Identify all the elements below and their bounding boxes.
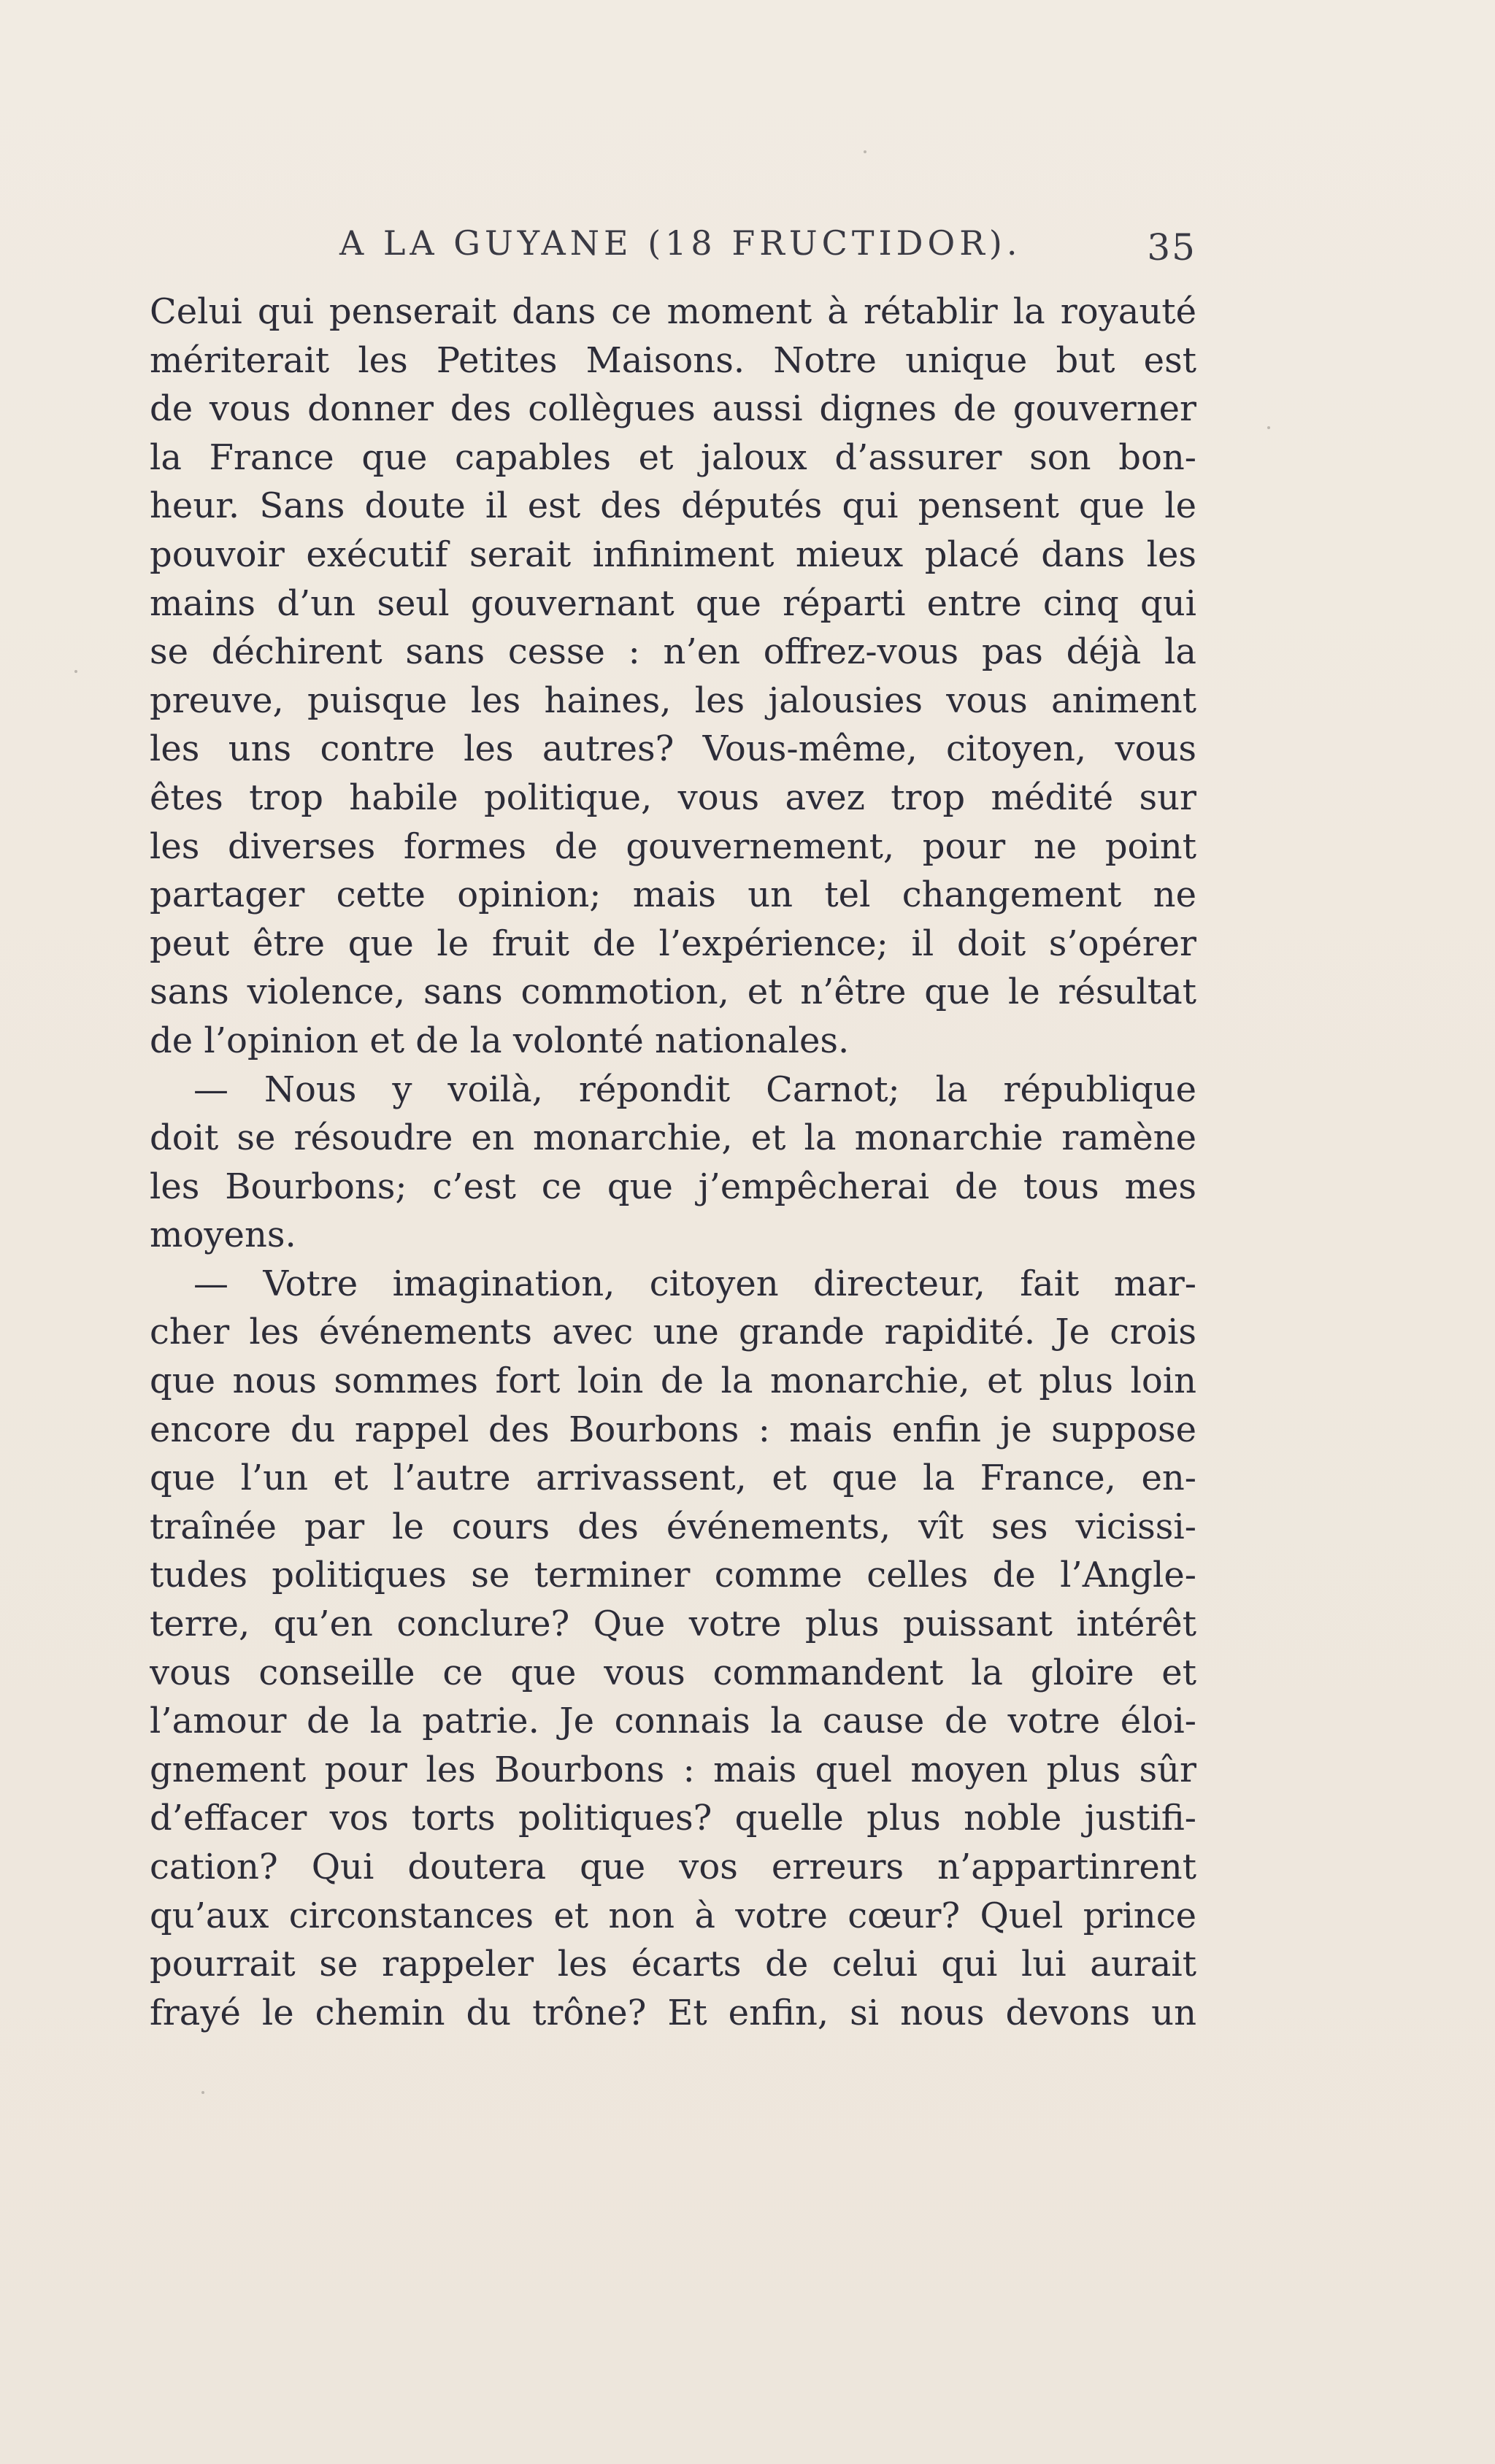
text-line: pourrait se rappeler les écarts de celui qui lui aurait	[150, 1944, 1196, 1985]
paper-speck	[74, 670, 77, 673]
text-line: qu’aux circonstances et non à votre cœur? Quel prince	[150, 1895, 1196, 1936]
text-line: partager cette opinion; mais un tel changement ne	[150, 874, 1196, 916]
text-line: les diverses formes de gouvernement, pour ne point	[150, 825, 1196, 867]
text-line: de l’opinion et de la volonté nationales.	[150, 1020, 850, 1061]
text-line: tudes politiques se terminer comme celles de l’Angle-	[150, 1555, 1196, 1596]
paper-speck	[201, 2091, 204, 2094]
text-line: frayé le chemin du trône? Et enfin, si nous devons un	[150, 1992, 1196, 2033]
text-line: les uns contre les autres? Vous-même, citoyen, vous	[150, 728, 1196, 770]
text-line: peut être que le fruit de l’expérience; il doit s’opérer	[150, 923, 1196, 964]
text-line: les Bourbons; c’est ce que j’empêcherai de tous mes	[150, 1166, 1196, 1207]
text-line: cation? Qui doutera que vos erreurs n’appartinrent	[150, 1847, 1196, 1887]
paper-speck	[1267, 426, 1270, 429]
running-title: A LA GUYANE (18 FRUCTIDOR).	[339, 223, 1022, 263]
text-line: que nous sommes fort loin de la monarchie, et plus loin	[150, 1360, 1196, 1402]
text-line: traînée par le cours des événements, vît ses vicissi-	[150, 1506, 1196, 1547]
paper-speck	[864, 150, 866, 153]
text-line: cher les événements avec une grande rapidité. Je crois	[150, 1312, 1196, 1353]
text-line: doit se résoudre en monarchie, et la monarchie ramène	[150, 1117, 1196, 1159]
text-line: pouvoir exécutif serait infiniment mieux placé dans les	[150, 534, 1196, 575]
text-line: se déchirent sans cesse : n’en offrez-vous pas déjà la	[150, 631, 1196, 673]
text-line: que l’un et l’autre arrivassent, et que la France, en-	[150, 1458, 1196, 1499]
text-line: terre, qu’en conclure? Que votre plus puissant intérêt	[150, 1603, 1196, 1645]
body-text	[150, 288, 1196, 2037]
text-line: — Votre imagination, citoyen directeur, fait mar-	[193, 1263, 1196, 1304]
text-line: gnement pour les Bourbons : mais quel moyen plus sûr	[150, 1749, 1196, 1790]
text-line: la France que capables et jaloux d’assurer son bon-	[150, 436, 1196, 478]
text-line: mains d’un seul gouvernant que réparti entre cinq qui	[150, 582, 1196, 624]
text-line: sans violence, sans commotion, et n’être que le résultat	[150, 971, 1196, 1013]
text-line: heur. Sans doute il est des députés qui pensent que le	[150, 485, 1196, 527]
text-line: preuve, puisque les haines, les jalousies vous animent	[150, 679, 1196, 721]
text-line: — Nous y voilà, répondit Carnot; la république	[193, 1069, 1196, 1110]
page-number: 35	[1147, 226, 1196, 269]
text-line: encore du rappel des Bourbons : mais enfin je suppose	[150, 1409, 1196, 1450]
text-line: mériterait les Petites Maisons. Notre unique but est	[150, 339, 1196, 381]
text-line: Celui qui penserait dans ce moment à rétablir la royauté	[150, 291, 1196, 332]
text-line: moyens.	[150, 1214, 296, 1256]
text-line: d’effacer vos torts politiques? quelle plus noble justifi-	[150, 1798, 1196, 1839]
text-line: de vous donner des collègues aussi dignes de gouverner	[150, 388, 1196, 430]
running-header	[150, 216, 1196, 274]
text-line: l’amour de la patrie. Je connais la cause de votre éloi-	[150, 1701, 1196, 1742]
text-line: vous conseille ce que vous commandent la gloire et	[150, 1652, 1196, 1693]
text-line: êtes trop habile politique, vous avez trop médité sur	[150, 777, 1196, 818]
